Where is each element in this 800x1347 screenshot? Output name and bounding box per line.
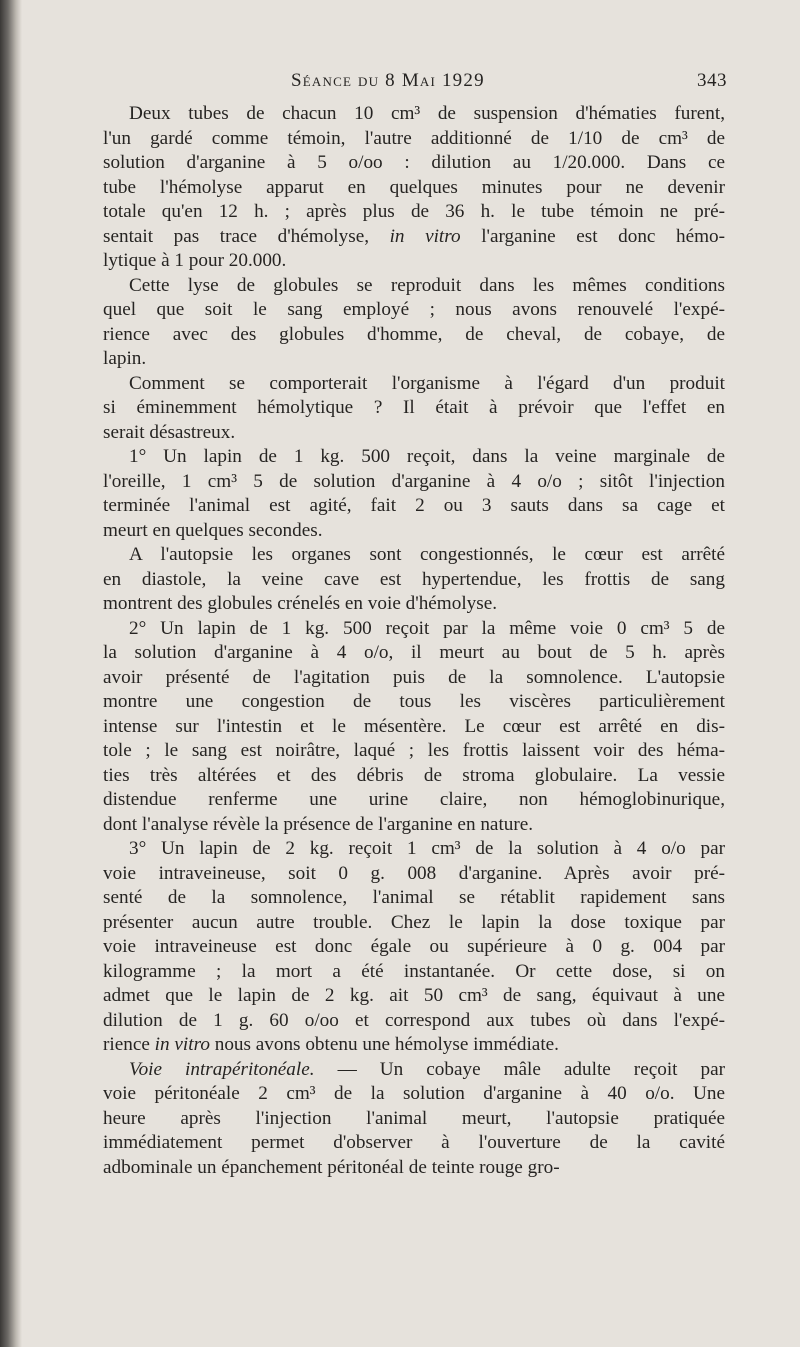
text-line: avoir présenté de l'agitation puis de la somnolence. L'autopsie: [103, 666, 725, 688]
text-line: meurt en quelques secondes.: [103, 519, 323, 541]
text-line: ties très altérées et des débris de stroma globulaire. La vessie: [103, 764, 725, 786]
text-line: voie péritonéale 2 cm³ de la solution d'arganine à 40 o/o. Une: [103, 1083, 725, 1104]
text-line: 2° Un lapin de 1 kg. 500 reçoit par la même voie 0 cm³ 5 de: [129, 617, 725, 639]
text-line: senté de la somnolence, l'animal se rétablit rapidement sans: [103, 887, 725, 908]
text-line: dont l'analyse révèle la présence de l'arganine en nature.: [103, 813, 534, 835]
text-line: Cette lyse de globules se reproduit dans les mêmes conditions: [129, 274, 725, 296]
text-line: solution d'arganine à 5 o/oo : dilution au 1/20.000. Dans ce: [103, 152, 725, 173]
text-line: rience in vitro nous avons obtenu une hémolyse immédiate.: [103, 1034, 559, 1055]
text-line: admet que le lapin de 2 kg. ait 50 cm³ de sang, équivaut à une: [103, 985, 725, 1006]
text-line: A l'autopsie les organes sont congestionnés, le cœur est arrêté: [129, 544, 725, 565]
page-number: 343: [697, 70, 727, 91]
running-title: Séance du 8 Mai 1929: [291, 70, 485, 91]
text-line: voie intraveineuse est donc égale ou supérieure à 0 g. 004 par: [103, 936, 725, 957]
paragraph: [103, 543, 725, 617]
text-line: l'un gardé comme témoin, l'autre additionné de 1/10 de cm³ de: [103, 127, 725, 149]
paragraph: [103, 445, 725, 543]
text-line: 3° Un lapin de 2 kg. reçoit 1 cm³ de la solution à 4 o/o par: [129, 838, 725, 859]
text-line: quel que soit le sang employé ; nous avons renouvelé l'expé-: [103, 299, 725, 320]
text-line: Voie intrapéritonéale. — Un cobaye mâle adulte reçoit par: [129, 1058, 726, 1080]
paragraph: [103, 617, 725, 838]
paragraph: [103, 274, 725, 372]
text-line: adbominale un épanchement péritonéal de teinte rouge gro-: [103, 1156, 560, 1178]
text-line: serait désastreux.: [103, 421, 236, 443]
text-line: Deux tubes de chacun 10 cm³ de suspension d'hématies furent,: [129, 103, 725, 124]
text-line: lytique à 1 pour 20.000.: [103, 250, 287, 271]
text-line: tube l'hémolyse apparut en quelques minutes pour ne devenir: [103, 176, 725, 198]
text-line: 1° Un lapin de 1 kg. 500 reçoit, dans la veine marginale de: [129, 446, 725, 467]
text-line: la solution d'arganine à 4 o/o, il meurt au bout de 5 h. après: [103, 642, 725, 663]
paragraph: [103, 372, 725, 446]
text-line: Comment se comporterait l'organisme à l'égard d'un produit: [129, 372, 725, 394]
text-line: kilogramme ; la mort a été instantanée. Or cette dose, si on: [103, 960, 725, 982]
text-line: immédiatement permet d'observer à l'ouverture de la cavité: [103, 1132, 725, 1153]
text-line: l'oreille, 1 cm³ 5 de solution d'arganine à 4 o/o ; sitôt l'injection: [103, 470, 725, 492]
text-line: en diastole, la veine cave est hypertendue, les frottis de sang: [103, 568, 725, 590]
text-line: si éminemment hémolytique ? Il était à prévoir que l'effet en: [103, 397, 725, 418]
text-line: totale qu'en 12 h. ; après plus de 36 h. le tube témoin ne pré-: [103, 201, 725, 222]
text-line: voie intraveineuse, soit 0 g. 008 d'arganine. Après avoir pré-: [103, 862, 725, 884]
text-line: montre une congestion de tous les viscères particulièrement: [103, 691, 725, 712]
binding-shadow: [0, 0, 22, 1347]
text-line: lapin.: [103, 348, 147, 369]
text-line: dilution de 1 g. 60 o/oo et correspond aux tubes où dans l'expé-: [103, 1009, 725, 1031]
running-head: [103, 66, 725, 102]
text-line: distendue renferme une urine claire, non hémoglobinurique,: [103, 789, 725, 810]
text-line: rience avec des globules d'homme, de cheval, de cobaye, de: [103, 323, 725, 345]
body-text: [103, 102, 725, 1180]
text-line: tole ; le sang est noirâtre, laqué ; les frottis laissent voir des héma-: [103, 740, 725, 761]
paragraph: [103, 1058, 725, 1181]
text-line: présenter aucun autre trouble. Chez le lapin la dose toxique par: [103, 911, 725, 933]
text-line: intense sur l'intestin et le mésentère. Le cœur est arrêté en dis-: [103, 715, 725, 737]
text-line: sentait pas trace d'hémolyse, in vitro l'arganine est donc hémo-: [103, 225, 726, 247]
book-page: [103, 66, 725, 1180]
paragraph: [103, 837, 725, 1058]
paragraph: [103, 102, 725, 274]
text-line: terminée l'animal est agité, fait 2 ou 3 sauts dans sa cage et: [103, 495, 725, 516]
text-line: heure après l'injection l'animal meurt, l'autopsie pratiquée: [103, 1107, 725, 1129]
text-line: montrent des globules crénelés en voie d'hémolyse.: [103, 593, 498, 614]
